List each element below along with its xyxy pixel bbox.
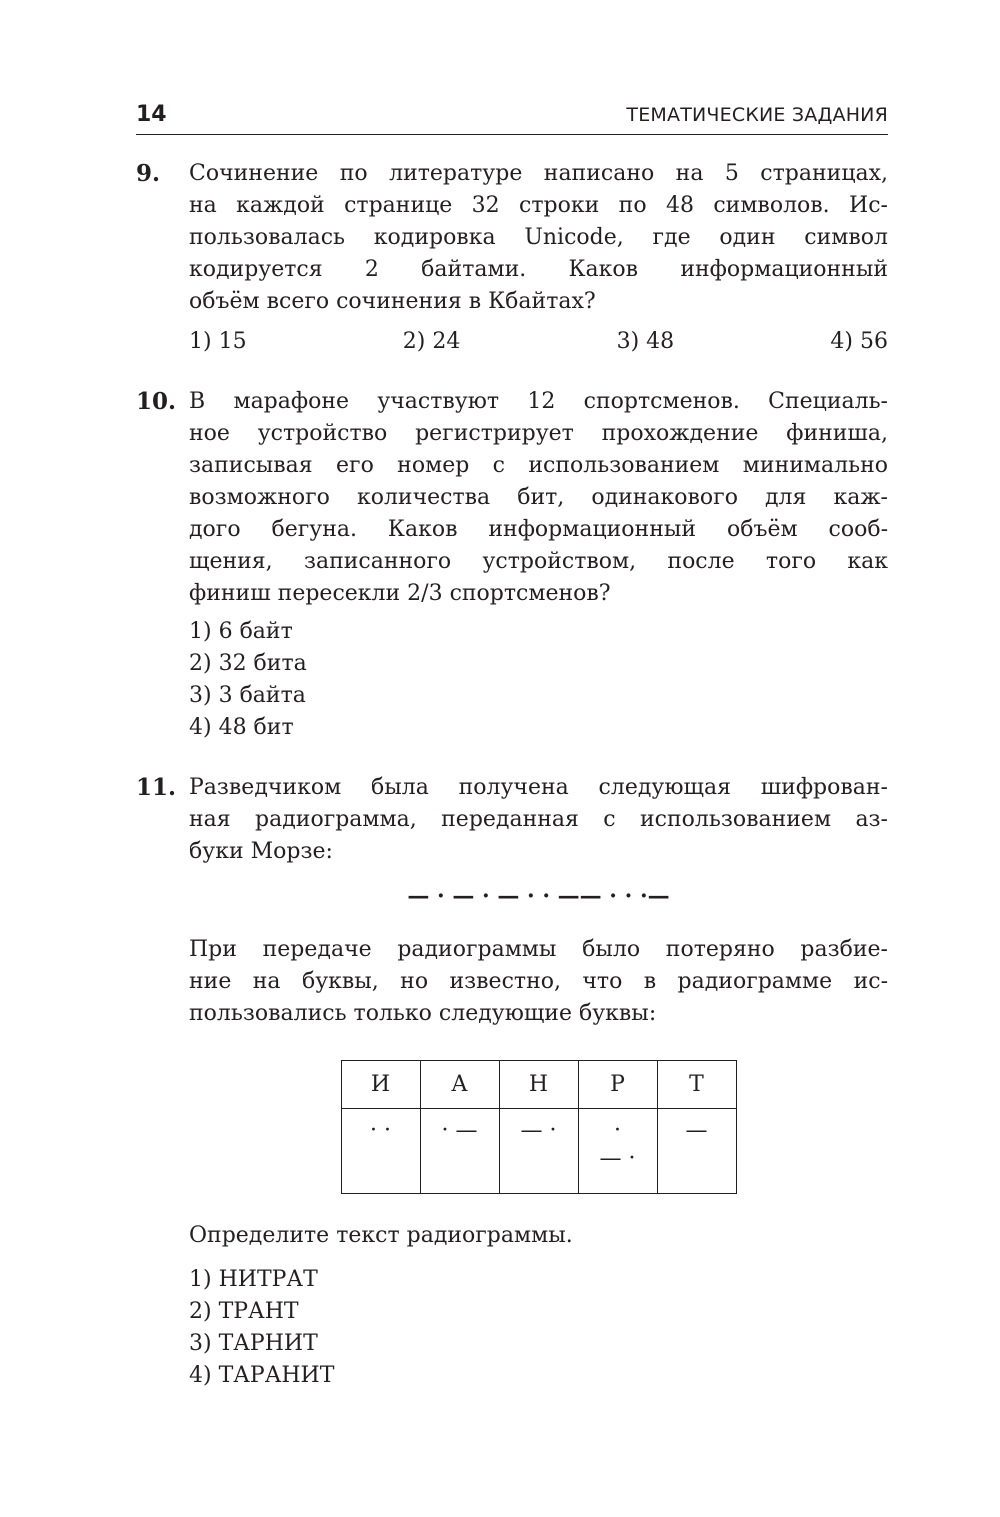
code-cell (341, 1109, 420, 1194)
answer-options (189, 616, 888, 744)
text-line: кодируется 2 байтами. Каков информационный (189, 257, 888, 282)
task-question (189, 1220, 888, 1252)
text-line: В марафоне участвуют 12 спортсменов. Специаль- (189, 389, 888, 414)
answer-option: 4) 56 (830, 329, 888, 354)
answer-option: 2) ТРАНТ (189, 1299, 299, 1324)
answer-option: 1) 15 (189, 329, 247, 354)
text-line: щения, записанного устройством, после того как (189, 549, 888, 574)
task-9 (136, 158, 888, 358)
task-number: 9. (136, 160, 161, 187)
codes-row (341, 1109, 736, 1194)
text-line: записывая его номер с использованием минимально (189, 453, 888, 478)
code-line: · — (441, 1118, 478, 1143)
page-header (136, 100, 888, 135)
task-body (189, 386, 888, 744)
code-cell (657, 1109, 736, 1194)
letter-cell: Н (499, 1061, 578, 1109)
answer-option: 1) 6 байт (189, 619, 293, 644)
letters-row (341, 1061, 736, 1109)
task-number: 10. (136, 388, 177, 415)
text-line: ние на буквы, но известно, что в радиограмме ис- (189, 969, 888, 994)
task-10 (136, 386, 888, 744)
task-body (189, 158, 888, 358)
letter-cell: А (420, 1061, 499, 1109)
task-11 (136, 772, 888, 1392)
answer-option: 1) НИТРАТ (189, 1267, 318, 1292)
text-line: пользовались только следующие буквы: (189, 1001, 657, 1026)
letter-cell: Т (657, 1061, 736, 1109)
code-cell (420, 1109, 499, 1194)
answer-option: 3) 3 байта (189, 683, 306, 708)
task-number: 11. (136, 774, 177, 801)
answer-option: 4) 48 бит (189, 715, 294, 740)
text-line: пользовалась кодировка Unicode, где один символ (189, 225, 888, 250)
text-line: дого бегуна. Каков информационный объём сооб- (189, 517, 888, 542)
code-cell (578, 1109, 657, 1194)
letter-cell: Р (578, 1061, 657, 1109)
code-line: · · (370, 1118, 391, 1143)
task-text (189, 386, 888, 610)
code-line: — · (520, 1118, 557, 1143)
text-line: на каждой странице 32 строки по 48 символов. Ис- (189, 193, 888, 218)
code-line: · (614, 1118, 621, 1143)
text-line: буки Морзе: (189, 839, 333, 864)
text-line: возможного количества бит, одинакового для каж- (189, 485, 888, 510)
letter-cell: И (341, 1061, 420, 1109)
answer-option: 2) 24 (402, 329, 461, 354)
answer-option: 3) ТАРНИТ (189, 1331, 318, 1356)
code-line: — (685, 1118, 708, 1143)
code-line: — · (599, 1146, 636, 1171)
task-body (189, 772, 888, 1392)
text-line: финиш пересекли 2/3 спортсменов? (189, 581, 611, 606)
text-line: ное устройство регистрирует прохождение финиша, (189, 421, 888, 446)
answer-option: 3) 48 (616, 329, 675, 354)
answer-option: 2) 32 бита (189, 651, 307, 676)
text-line: Разведчиком была получена следующая шифрован- (189, 775, 888, 800)
morse-message (189, 880, 888, 912)
text-line: Сочинение по литературе написано на 5 страницах, (189, 161, 888, 186)
text-line: ная радиограмма, переданная с использованием аз- (189, 807, 888, 832)
code-cell (499, 1109, 578, 1194)
morse-code: — · — · — · · —— · · ·— (407, 883, 670, 909)
page-number: 14 (136, 102, 167, 127)
text-line: Определите текст радиограммы. (189, 1223, 573, 1248)
text-line: При передаче радиограммы было потеряно разбие- (189, 937, 888, 962)
task-text (189, 158, 888, 318)
answer-options (189, 326, 888, 358)
task-text (189, 772, 888, 868)
morse-table (341, 1060, 737, 1194)
task-text (189, 934, 888, 1030)
answer-options (189, 1264, 888, 1392)
text-line: объём всего сочинения в Кбайтах? (189, 289, 596, 314)
section-title: ТЕМАТИЧЕСКИЕ ЗАДАНИЯ (626, 104, 888, 126)
answer-option: 4) ТАРАНИТ (189, 1363, 335, 1388)
